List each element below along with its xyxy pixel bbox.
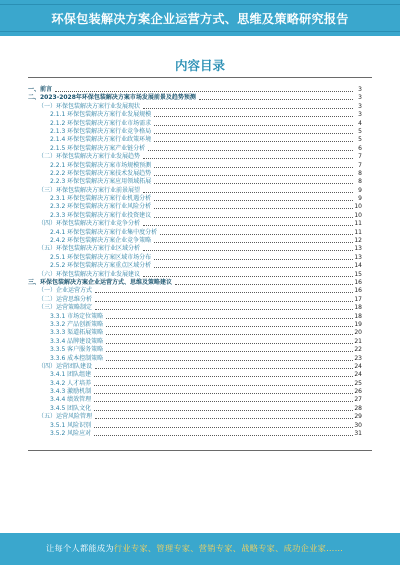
toc-entry-text: 2.3.3 环保包装解决方案行业投资建议 bbox=[50, 211, 152, 219]
toc-page-number: 3 bbox=[358, 86, 362, 93]
toc-entry[interactable] bbox=[28, 287, 362, 295]
toc-leader-dots bbox=[154, 133, 353, 134]
toc-leader-dots bbox=[94, 393, 353, 394]
toc-leader-dots bbox=[95, 301, 353, 302]
toc-page-number: 10 bbox=[354, 211, 362, 219]
toc-page-number: 4 bbox=[358, 119, 362, 127]
toc-entry[interactable] bbox=[28, 229, 362, 237]
toc-entry-text: 3.4.1 团队组建 bbox=[50, 371, 92, 379]
toc-page-number: 13 bbox=[354, 245, 362, 253]
toc-entry-text: 3.4.2 人才培养 bbox=[50, 379, 92, 387]
toc-leader-dots bbox=[94, 410, 353, 411]
toc-entry[interactable] bbox=[28, 245, 362, 253]
toc-leader-dots bbox=[175, 284, 353, 285]
toc-entry-text: 2.5.2 环保包装解决方案重点区域分析 bbox=[50, 262, 152, 270]
toc-page-number: 5 bbox=[358, 127, 362, 135]
toc-page-number: 8 bbox=[358, 169, 362, 177]
toc-entry-text: 2.3.1 环保包装解决方案行业机遇分析 bbox=[50, 195, 152, 203]
toc-entry-text: （五）运营风险管理 bbox=[38, 413, 93, 421]
toc-page-number: 9 bbox=[358, 195, 362, 203]
toc-leader-dots bbox=[95, 418, 353, 419]
toc-entry[interactable] bbox=[28, 371, 362, 379]
toc-leader-dots bbox=[154, 141, 353, 142]
header-band bbox=[0, 0, 400, 36]
toc-page-number: 13 bbox=[354, 253, 362, 261]
toc-page-number: 11 bbox=[354, 228, 362, 236]
toc-leader-dots bbox=[106, 334, 353, 335]
footer-slogan bbox=[46, 543, 343, 554]
toc-entry[interactable] bbox=[28, 430, 362, 438]
toc-leader-dots bbox=[143, 225, 353, 226]
toc-page-number: 19 bbox=[354, 320, 362, 328]
toc-entry[interactable] bbox=[28, 254, 362, 262]
toc-entry[interactable] bbox=[28, 271, 362, 279]
toc-leader-dots bbox=[154, 125, 353, 126]
toc-page-number: 21 bbox=[354, 337, 362, 345]
toc-entry-text: 3.3.2 产品创新策略 bbox=[50, 320, 104, 328]
toc-page-number: 7 bbox=[358, 161, 362, 169]
toc-entry-text: 2.1.2 环保包装解决方案行业市场需求 bbox=[50, 119, 152, 127]
toc-entry[interactable] bbox=[28, 220, 362, 228]
toc-leader-dots bbox=[154, 175, 353, 176]
toc-leader-dots bbox=[106, 343, 353, 344]
toc-entry[interactable] bbox=[28, 396, 362, 404]
toc-entry[interactable] bbox=[28, 355, 362, 363]
toc-entry-text: （三）运营策略制定 bbox=[38, 304, 93, 312]
toc-entry[interactable] bbox=[28, 212, 362, 220]
toc-entry-text: （四）环保包装解决方案行业竞争分析 bbox=[38, 220, 141, 228]
toc-page-number: 28 bbox=[354, 404, 362, 412]
toc-entry[interactable] bbox=[28, 262, 362, 270]
toc-entry-text: 3.3.5 客户服务策略 bbox=[50, 346, 104, 354]
toc-entry[interactable] bbox=[28, 338, 362, 346]
toc-page-number: 23 bbox=[354, 354, 362, 362]
toc-leader-dots bbox=[94, 385, 353, 386]
toc-leader-dots bbox=[106, 326, 353, 327]
toc-entry[interactable] bbox=[28, 203, 362, 211]
toc-page-number: 17 bbox=[354, 295, 362, 303]
toc-leader-dots bbox=[154, 208, 353, 209]
toc-leader-dots bbox=[106, 360, 353, 361]
toc-entry-text: 3.5.2 风险应对 bbox=[50, 430, 92, 438]
toc-entry-text: （一）环保包装解决方案行业发展现状 bbox=[38, 102, 141, 110]
toc-page-number: 20 bbox=[354, 329, 362, 337]
toc-entry-text: 3.3.4 品牌建设策略 bbox=[50, 337, 104, 345]
toc-page-number: 14 bbox=[354, 262, 362, 270]
toc-leader-dots bbox=[106, 318, 353, 319]
toc-leader-dots bbox=[154, 200, 353, 201]
toc-leader-dots bbox=[154, 217, 353, 218]
toc-leader-dots bbox=[199, 99, 353, 100]
toc-entry-text: 2.2.1 环保包装解决方案市场规模预测 bbox=[50, 161, 152, 169]
toc-page-number: 11 bbox=[354, 220, 362, 228]
toc-page-number: 6 bbox=[358, 144, 362, 152]
toc-leader-dots bbox=[95, 292, 353, 293]
toc-entry[interactable] bbox=[28, 313, 362, 321]
toc-leader-dots bbox=[94, 427, 353, 428]
toc-entry-text: 3.4.3 激励机制 bbox=[50, 388, 92, 396]
toc-entry-text: （四）运营团队建设 bbox=[38, 362, 93, 370]
toc-leader-dots bbox=[143, 250, 353, 251]
toc-entry-text: 3.5.1 风险识别 bbox=[50, 421, 92, 429]
toc-leader-dots bbox=[143, 192, 353, 193]
toc-heading: 内容目录 bbox=[174, 58, 225, 73]
toc-entry-text: （一）企业运营方式 bbox=[38, 287, 93, 295]
toc-entry-text: （二）运营思维分析 bbox=[38, 295, 93, 303]
toc-page-number: 3 bbox=[358, 102, 362, 110]
toc-page-number: 10 bbox=[354, 203, 362, 211]
toc-leader-dots bbox=[143, 108, 353, 109]
toc-entry[interactable] bbox=[28, 422, 362, 430]
toc-entry[interactable] bbox=[28, 145, 362, 153]
toc-entry-text: （三）环保包装解决方案行业前景展望 bbox=[38, 186, 141, 194]
toc-page-number: 18 bbox=[354, 304, 362, 312]
toc-page-number: 25 bbox=[354, 379, 362, 387]
toc-entry-text: 2.2.2 环保包装解决方案技术发展趋势 bbox=[50, 169, 152, 177]
toc-page-number: 16 bbox=[354, 287, 362, 295]
toc-entry-text: 2.3.2 环保包装解决方案行业风险分析 bbox=[50, 203, 152, 211]
toc-leader-dots bbox=[95, 309, 353, 310]
toc-page-number: 9 bbox=[358, 186, 362, 194]
toc-entry[interactable] bbox=[28, 187, 362, 195]
toc-bottom-rule bbox=[28, 450, 372, 451]
toc-page-number: 3 bbox=[358, 94, 362, 102]
toc-entry[interactable] bbox=[28, 413, 362, 421]
toc-entry[interactable] bbox=[28, 153, 362, 161]
toc-leader-dots bbox=[154, 259, 353, 260]
table-of-contents bbox=[28, 86, 362, 438]
toc-entry-text: 一、前言 bbox=[28, 86, 53, 93]
report-title: 环保包装解决方案企业运营方式、思维及策略研究报告 bbox=[51, 12, 349, 26]
toc-entry[interactable] bbox=[28, 120, 362, 128]
toc-leader-dots bbox=[154, 167, 353, 168]
toc-entry-text: 2.1.3 环保包装解决方案行业竞争格局 bbox=[50, 127, 152, 135]
toc-entry-text: 2.1.1 环保包装解决方案行业发展规模 bbox=[50, 111, 152, 119]
toc-entry-text: 2.2.3 环保包装解决方案应用领域拓展 bbox=[50, 178, 152, 186]
toc-entry-text: 2.4.2 环保包装解决方案企业竞争策略 bbox=[50, 237, 152, 245]
toc-entry-text: 2.5.1 环保包装解决方案区域市场分布 bbox=[50, 253, 152, 261]
toc-entry-text: 2.1.4 环保包装解决方案行业政策环境 bbox=[50, 136, 152, 144]
toc-leader-dots bbox=[106, 351, 353, 352]
toc-entry[interactable] bbox=[28, 162, 362, 170]
toc-page-number: 18 bbox=[354, 312, 362, 320]
toc-leader-dots bbox=[148, 150, 353, 151]
toc-entry[interactable] bbox=[28, 296, 362, 304]
toc-page-number: 31 bbox=[354, 430, 362, 438]
toc-page-number: 30 bbox=[354, 421, 362, 429]
toc-entry[interactable] bbox=[28, 304, 362, 312]
toc-page-number: 5 bbox=[358, 136, 362, 144]
toc-entry-text: 三、环保包装解决方案企业运营方式、思维及策略建议 bbox=[28, 278, 173, 286]
toc-entry[interactable] bbox=[28, 103, 362, 111]
toc-leader-dots bbox=[94, 376, 353, 377]
toc-page-number: 27 bbox=[354, 396, 362, 404]
footer-band bbox=[0, 533, 400, 565]
toc-leader-dots bbox=[55, 91, 353, 92]
toc-leader-dots bbox=[160, 234, 353, 235]
toc-page-number: 16 bbox=[354, 278, 362, 286]
toc-page-number: 8 bbox=[358, 178, 362, 186]
toc-page-number: 26 bbox=[354, 388, 362, 396]
toc-entry[interactable] bbox=[28, 329, 362, 337]
toc-page-number: 29 bbox=[354, 413, 362, 421]
toc-entry[interactable] bbox=[28, 111, 362, 119]
toc-entry[interactable] bbox=[28, 178, 362, 186]
toc-page-number: 7 bbox=[358, 153, 362, 161]
toc-entry[interactable] bbox=[28, 94, 362, 102]
toc-leader-dots bbox=[154, 242, 353, 243]
toc-entry-text: （五）环保包装解决方案行业区域分析 bbox=[38, 245, 141, 253]
toc-entry-text: 3.3.3 渠道拓展策略 bbox=[50, 329, 104, 337]
toc-page-number: 24 bbox=[354, 371, 362, 379]
toc-entry-text: （二）环保包装解决方案行业发展趋势 bbox=[38, 153, 141, 161]
toc-leader-dots bbox=[143, 276, 353, 277]
footer-lead: 让每个人都能成为 bbox=[46, 543, 114, 553]
header-stripe bbox=[0, 31, 400, 32]
toc-page-number: 3 bbox=[358, 111, 362, 119]
toc-leader-dots bbox=[143, 158, 353, 159]
toc-entry-text: 2.4.1 环保包装解决方案行业集中度分析 bbox=[50, 228, 158, 236]
toc-leader-dots bbox=[154, 267, 353, 268]
toc-entry-text: 3.3.6 成本控制策略 bbox=[50, 354, 104, 362]
toc-top-rule bbox=[28, 77, 372, 78]
footer-roles: 行业专家、管理专家、营销专家、战略专家、成功企业家…… bbox=[113, 543, 344, 553]
toc-entry[interactable] bbox=[28, 136, 362, 144]
toc-page-number: 15 bbox=[354, 270, 362, 278]
toc-entry-text: 3.4.4 绩效管理 bbox=[50, 396, 92, 404]
toc-page-number: 22 bbox=[354, 346, 362, 354]
toc-page-number: 24 bbox=[354, 362, 362, 370]
toc-leader-dots bbox=[154, 183, 353, 184]
toc-leader-dots bbox=[94, 435, 353, 436]
toc-entry[interactable] bbox=[28, 405, 362, 413]
toc-entry-text: 二、2023-2028年环保包装解决方案市场发展前景及趋势预测 bbox=[28, 94, 196, 102]
toc-page-number: 12 bbox=[354, 237, 362, 245]
toc-leader-dots bbox=[95, 368, 353, 369]
toc-entry[interactable] bbox=[28, 346, 362, 354]
toc-leader-dots bbox=[154, 116, 353, 117]
toc-leader-dots bbox=[94, 401, 353, 402]
toc-entry[interactable] bbox=[28, 380, 362, 388]
header-stripe bbox=[0, 4, 400, 5]
toc-entry-text: （六）环保包装解决方案行业发展建议 bbox=[38, 270, 141, 278]
toc-entry-text: 3.3.1 市场定位策略 bbox=[50, 312, 104, 320]
toc-entry-text: 3.4.5 团队文化 bbox=[50, 404, 92, 412]
toc-entry-text: 2.1.5 环保包装解决方案产业链分析 bbox=[50, 144, 146, 152]
